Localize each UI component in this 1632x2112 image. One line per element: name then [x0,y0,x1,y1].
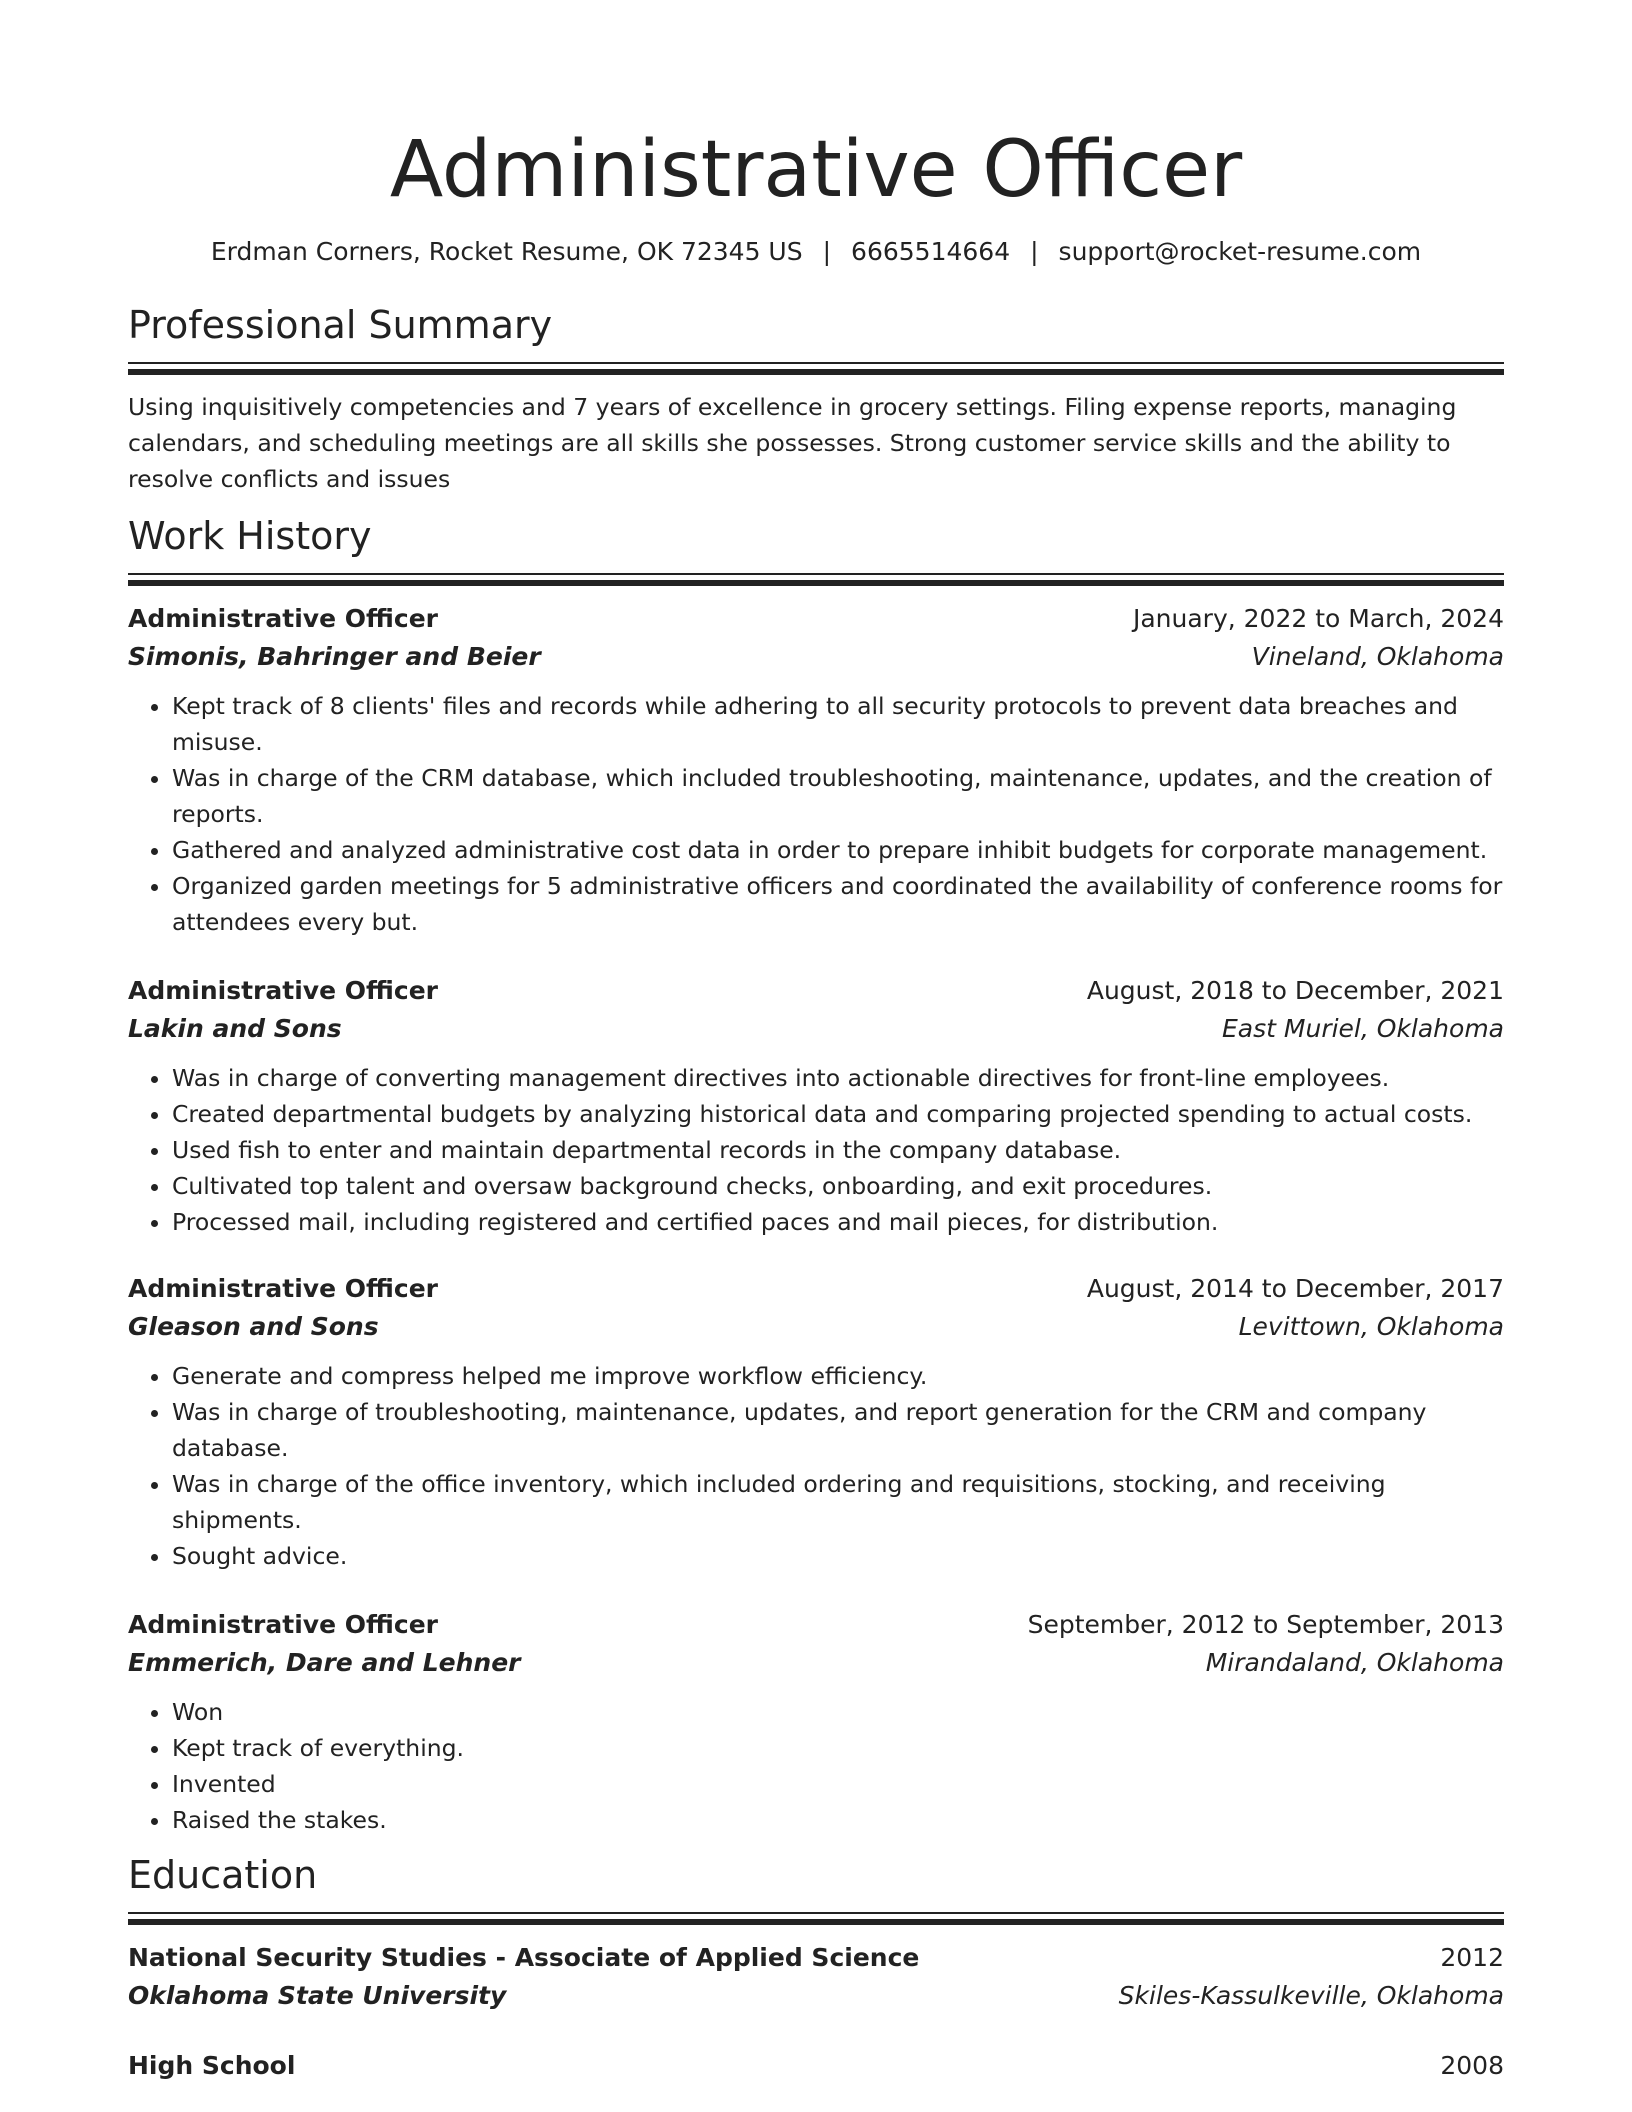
job-bullet: • Organized garden meetings for 5 administrative officers and coordinated the availability of conference rooms for attendees every but. [172,868,1504,940]
contact-separator: | [1030,237,1039,266]
job-location: Vineland, Oklahoma [1251,642,1504,671]
education-header-row [128,1939,1504,1977]
section-divider [128,1912,1504,1925]
contact-line [128,236,1504,268]
job-bullet: • Cultivated top talent and oversaw background checks, onboarding, and exit procedures. [172,1168,1504,1204]
resume-name: Administrative Officer [389,125,1243,215]
job-bullet: • Generate and compress helped me improve workflow efficiency. [172,1358,1504,1394]
education-school: Oklahoma State University [128,1981,507,2010]
education-degree: High School [128,2051,296,2080]
job-title: Administrative Officer [128,1610,438,1639]
summary-text: Using inquisitively competencies and 7 years of excellence in grocery settings. Filing expense reports, managing calendars, and scheduling meetings are all skills she possesses. Strong customer service skills and the ability to resolve conflicts and issues [128,393,1457,493]
job-dates: August, 2014 to December, 2017 [1086,1274,1504,1303]
job-dates: August, 2018 to December, 2021 [1086,976,1504,1005]
job-header-row [128,1606,1504,1644]
job-location: Mirandaland, Oklahoma [1205,1648,1504,1677]
job-entry [128,1606,1504,1838]
job-bullet: • Created departmental budgets by analyzing historical data and comparing projected spending to actual costs. [172,1096,1504,1132]
job-bullet: • Sought advice. [172,1538,1504,1574]
education-section [128,1852,1504,2085]
job-bullets [128,1694,1504,1838]
contact-email: support@rocket-resume.com [1058,237,1422,266]
job-title: Administrative Officer [128,1274,438,1303]
job-company-row [128,1308,1504,1346]
job-bullet: • Was in charge of the office inventory, which included ordering and requisitions, stocking, and receiving shipments. [172,1466,1504,1538]
job-bullet: • Processed mail, including registered and certified paces and mail pieces, for distribution. [172,1204,1504,1240]
education-school-row [128,1977,1504,2015]
job-entry [128,972,1504,1240]
education-entry [128,1939,1504,2015]
job-header-row [128,1270,1504,1308]
resume-page [128,0,1504,2085]
job-bullet: • Used fish to enter and maintain departmental records in the company database. [172,1132,1504,1168]
job-company-row [128,1010,1504,1048]
education-entry [128,2047,1504,2085]
job-company: Simonis, Bahringer and Beier [128,642,541,671]
section-title-work-history: Work History [128,514,372,558]
job-title: Administrative Officer [128,976,438,1005]
job-bullet: • Was in charge of troubleshooting, maintenance, updates, and report generation for the CRM and company database. [172,1394,1504,1466]
job-bullets [128,688,1504,940]
job-company: Emmerich, Dare and Lehner [128,1648,521,1677]
job-bullet: • Gathered and analyzed administrative cost data in order to prepare inhibit budgets for corporate management. [172,832,1504,868]
job-header-row [128,972,1504,1010]
section-divider [128,573,1504,586]
job-bullet: • Was in charge of the CRM database, which included troubleshooting, maintenance, updates, and the creation of reports. [172,760,1504,832]
education-location: Skiles-Kassulkeville, Oklahoma [1118,1981,1504,2010]
job-bullet: • Won [172,1694,1504,1730]
contact-address: Erdman Corners, Rocket Resume, OK 72345 US [210,237,803,266]
job-company-row [128,1644,1504,1682]
job-dates: September, 2012 to September, 2013 [1027,1610,1504,1639]
summary-section [128,302,1504,497]
job-company: Lakin and Sons [128,1014,342,1043]
job-bullet: • Invented [172,1766,1504,1802]
job-location: Levittown, Oklahoma [1238,1312,1504,1341]
contact-separator: | [822,237,832,266]
education-header-row [128,2047,1504,2085]
work-history-section [128,513,1504,1838]
education-year: 2012 [1440,1943,1504,1972]
job-entry [128,1270,1504,1574]
job-bullet: • Kept track of everything. [172,1730,1504,1766]
section-divider [128,362,1504,375]
section-title-summary: Professional Summary [128,303,553,347]
contact-phone: 6665514664 [851,237,1011,266]
job-bullets [128,1060,1504,1240]
job-header-row [128,600,1504,638]
education-degree: National Security Studies - Associate of Applied Science [128,1943,920,1972]
section-title-education: Education [128,1853,318,1897]
job-entry [128,600,1504,940]
education-year: 2008 [1440,2051,1504,2080]
job-bullet: • Kept track of 8 clients' files and records while adhering to all security protocols to prevent data breaches and misuse. [172,688,1504,760]
job-location: East Muriel, Oklahoma [1222,1014,1504,1043]
job-title: Administrative Officer [128,604,438,633]
job-company: Gleason and Sons [128,1312,379,1341]
job-bullet: • Was in charge of converting management directives into actionable directives for front-line employees. [172,1060,1504,1096]
job-bullet: • Raised the stakes. [172,1802,1504,1838]
job-company-row [128,638,1504,676]
job-bullets [128,1358,1504,1574]
job-dates: January, 2022 to March, 2024 [1132,604,1504,633]
